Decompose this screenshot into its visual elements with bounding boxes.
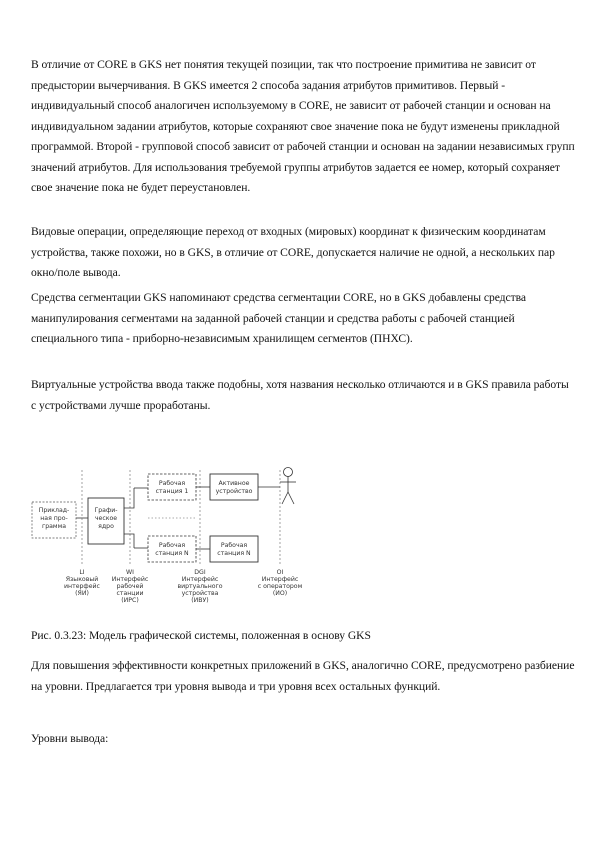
iface-wi-2: Интерфейс: [111, 576, 149, 583]
iface-wi-1: WI: [126, 569, 134, 576]
gks-model-diagram: [30, 460, 330, 620]
wsn-label-2: станция N: [155, 550, 189, 557]
ws-bus: [124, 488, 134, 508]
iface-oi-3: с оператором: [257, 583, 303, 590]
wsn-right-label-2: станция N: [217, 550, 251, 557]
app-program-label-1: Приклад-: [38, 507, 70, 514]
iface-wi-3: рабочей: [116, 583, 144, 590]
iface-dgi-1: DGI: [194, 569, 206, 576]
iface-li-4: (ЯИ): [75, 590, 89, 597]
iface-li-2: Языковый: [65, 576, 99, 583]
iface-wi-4: станции: [116, 590, 144, 597]
wsn-box: [148, 536, 196, 562]
gks-label-3: ядро: [98, 523, 114, 530]
device-label-1: Активное: [218, 480, 250, 487]
app-program-label-3: грамма: [41, 523, 67, 530]
iface-oi-4: (ИО): [272, 590, 288, 597]
iface-oi-2: Интерфейс: [261, 576, 299, 583]
device-box: [210, 474, 258, 500]
paragraph-attributes: В отличие от CORE в GKS нет понятия текущей позиции, так что построение примитива не зависит от предыстории вычерчивания. В GKS имеется 2 способа задания атрибутов примитивов. Первый - индивидуальный способ аналогичен используемому в CORE, не зависит от рабочей станции и основан на индивидуальном задании атрибутов, которые сохраняют свое значение пока не будут изменены прикладной программой. Второй - групповой способ зависит от рабочей станции и основан на задании независимых групп значений атрибутов. Для использования требуемой группы атрибутов задается ее номер, который сохраняет свое значение пока не будет переустановлен.: [31, 58, 575, 194]
figure-caption: Рис. 0.3.23: Модель графической системы, положенная в основу GKS: [31, 629, 371, 642]
ws1-label-1: Рабочая: [158, 480, 186, 487]
iface-dgi-2: Интерфейс: [181, 576, 219, 583]
paragraph-input-devices: Виртуальные устройства ввода также подобны, хотя названия несколько отличаются и в GKS правила работы с устройствами лучше проработаны.: [31, 378, 569, 412]
ws1-label-2: станция 1: [155, 488, 189, 495]
iface-wi-5: (ИРС): [121, 597, 139, 604]
ws1-box: [148, 474, 196, 500]
paragraph-viewing: Видовые операции, определяющие переход от входных (мировых) координат к физическим координатам устройства, также похожи, но в GKS, в отличие от CORE, допускается наличие не одной, а нескольких пар окно/поле вывода.: [31, 225, 555, 279]
wsn-label-1: Рабочая: [158, 542, 186, 549]
iface-dgi-3: виртуального: [177, 583, 223, 590]
ws-bus-2: [124, 534, 134, 548]
wsn-right-box: [210, 536, 258, 562]
paragraph-levels: Для повышения эффективности конкретных приложений в GKS, аналогично CORE, предусмотрено разбиение на уровни. Предлагается три уровня вывода и три уровня всех остальных функций.: [31, 659, 575, 693]
operator-icon: [280, 468, 296, 505]
iface-li-3: интерфейс: [64, 583, 100, 590]
wsn-right-label-1: Рабочая: [220, 542, 248, 549]
paragraph-segmentation: Средства сегментации GKS напоминают средства сегментации CORE, но в GKS добавлены средства манипулирования сегментами на заданной рабочей станции и средства работы с рабочей станцией специального типа - приборно-независимым хранилищем сегментов (ПНХС).: [31, 291, 527, 345]
app-program-label-2: ная про-: [40, 515, 68, 522]
iface-oi-1: OI: [276, 569, 284, 576]
iface-dgi-4: устройства: [181, 590, 219, 597]
iface-dgi-5: (ИВУ): [191, 597, 209, 604]
gks-label-2: ческое: [94, 515, 118, 522]
gks-label-1: Графи-: [94, 507, 118, 514]
iface-li-1: LI: [79, 569, 85, 576]
paragraph-output-levels: Уровни вывода:: [31, 732, 109, 745]
gks-model-figure: [30, 460, 330, 620]
device-label-2: устройство: [215, 488, 253, 495]
